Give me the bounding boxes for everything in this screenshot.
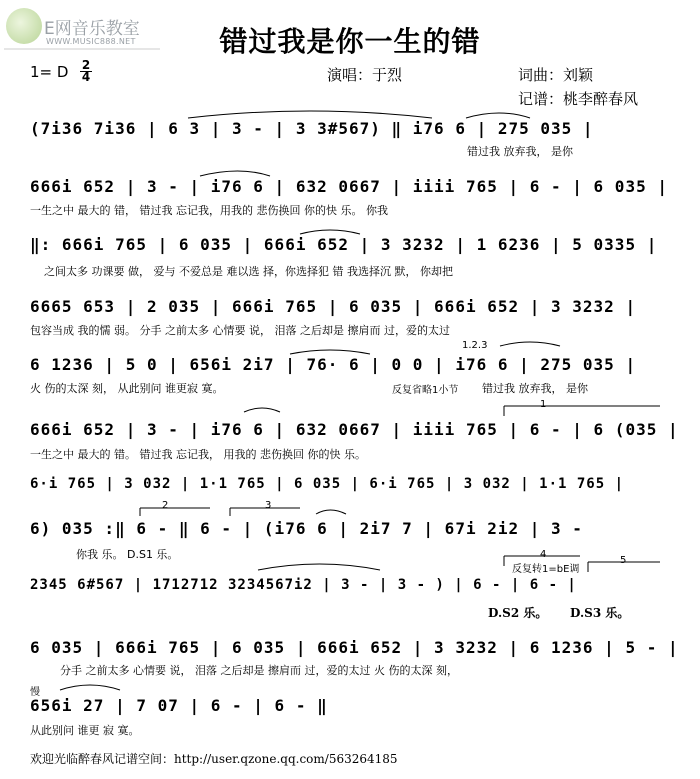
- score-row-7-notes: 6·i 765 | 3 032 | 1·1 765 | 6 035 | 6·i 765 | 3 032 | 1·1 765 |: [30, 476, 625, 492]
- ds3-mark: D.S3 乐。: [570, 606, 630, 620]
- tempo-mark: 慢: [30, 687, 40, 698]
- score-row-1-notes: (7i36 7i36 | 6 3 | 3 - | 3 3#567) ‖ i76 6 | 275 035 |: [30, 119, 594, 138]
- volta-2-label: 2: [162, 500, 169, 511]
- score-row-1-lyrics: 错过我 放弃我， 是你: [467, 145, 573, 158]
- score-row-4-lyrics: 包容当成 我的懦 弱。 分手 之前太多 心情要 说， 泪落 之后却是 擦肩而 过，爱的太过: [30, 324, 450, 337]
- score-row-8-notes: 6) 035 :‖ 6 - ‖ 6 - | (i76 6 | 2i7 7 | 67i 2i2 | 3 -: [30, 519, 583, 538]
- score-row-10-notes: 6 035 | 666i 765 | 6 035 | 666i 652 | 3 3232 | 6 1236 | 5 - |: [30, 638, 679, 657]
- volta-1-2-3: 1.2.3: [462, 340, 488, 351]
- score-row-11-notes: 656i 27 | 7 07 | 6 - | 6 - ‖: [30, 696, 328, 715]
- transcriber-credit: 记谱：桃李醉春风: [518, 90, 639, 108]
- score-row-6-lyrics: 一生之中 最大的 错。 错过我 忘记我， 用我的 悲伤换回 你的快 乐。: [30, 448, 366, 461]
- score-row-5-lyrics-right: 错过我 放弃我， 是你: [482, 382, 588, 395]
- score-row-3-notes: ‖: 666i 765 | 6 035 | 666i 652 | 3 3232 | 1 6236 | 5 0335 |: [30, 235, 658, 254]
- score-row-5-notes: 6 1236 | 5 0 | 656i 2i7 | 76· 6 | 0 0 | i76 6 | 275 035 |: [30, 355, 637, 374]
- footer-link-text: 欢迎光临醉春风记谱空间：http://user.qzone.qq.com/563264185: [30, 752, 398, 766]
- score-row-8-lyrics: 你我 乐。 D.S1 乐。: [76, 548, 179, 561]
- score-row-2-notes: 666i 652 | 3 - | i76 6 | 632 0667 | iiii 765 | 6 - | 6 035 |: [30, 177, 668, 196]
- logo-url: WWW.MUSIC888.NET: [46, 37, 136, 46]
- singer-credit: 演唱：于烈: [327, 66, 403, 84]
- score-row-5-lyrics: 火 伤的太深 刻， 从此别问 谁更寂 寞。: [30, 382, 224, 395]
- volta-1-label: 1: [540, 399, 547, 410]
- song-title: 错过我是你一生的错: [219, 25, 481, 58]
- score-row-3-lyrics: 之间太多 功课要 做， 爱与 不爱总是 难以选 择，你选择犯 错 我选择沉 默， 你却把: [44, 265, 453, 278]
- repeat-note: 反复省略1小节: [392, 385, 459, 396]
- volta-5-label: 5: [620, 555, 627, 566]
- volta-4-label: 4: [540, 549, 547, 560]
- lyricist-credit: 词曲：刘颖: [518, 66, 594, 84]
- score-row-11-lyrics: 从此别问 谁更 寂 寞。: [30, 724, 140, 737]
- modulation-mark: 反复转1=bE调: [512, 564, 580, 575]
- score-row-10-lyrics: 分手 之前太多 心情要 说， 泪落 之后却是 擦肩而 过，爱的太过 火 伤的太深 刻，: [60, 664, 458, 677]
- volta-3-label: 3: [265, 500, 272, 511]
- score-row-9-notes: 2345 6#567 | 1712712 3234567i2 | 3 - | 3 - ) | 6 - | 6 - |: [30, 577, 577, 593]
- score-row-2-lyrics: 一生之中 最大的 错， 错过我 忘记我，用我的 悲伤换回 你的快 乐。 你我: [30, 204, 388, 217]
- ds2-mark: D.S2 乐。: [488, 606, 548, 620]
- key-signature: 1= D: [30, 63, 69, 81]
- logo-text: E网音乐教室: [44, 19, 140, 39]
- score-row-6-notes: 666i 652 | 3 - | i76 6 | 632 0667 | iiii 765 | 6 - | 6 (035 |: [30, 420, 679, 439]
- score-row-4-notes: 6665 653 | 2 035 | 666i 765 | 6 035 | 666i 652 | 3 3232 |: [30, 297, 637, 316]
- time-signature: 2 4: [81, 58, 91, 84]
